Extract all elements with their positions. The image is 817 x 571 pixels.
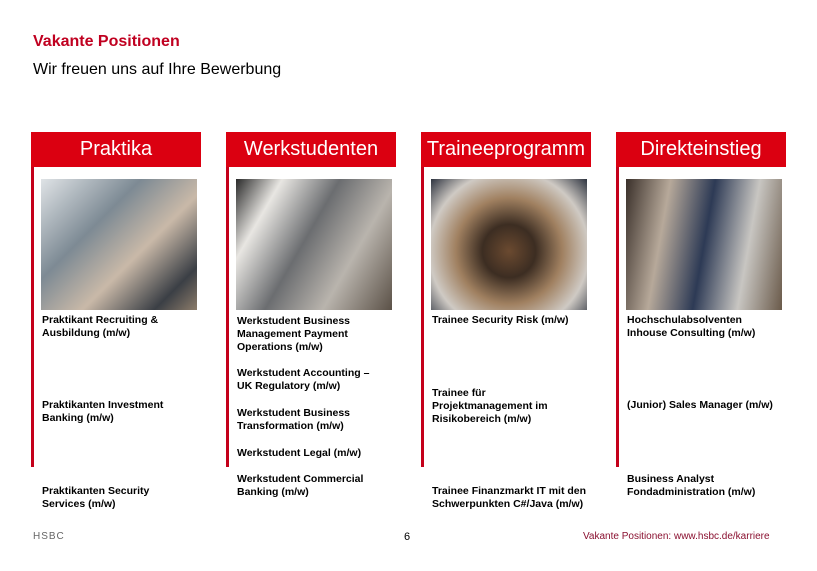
- job-listing[interactable]: Praktikanten Security Services (m/w): [42, 485, 150, 510]
- column-divider: [421, 132, 424, 467]
- column-header: Direkteinstieg: [616, 132, 786, 167]
- column-header: Traineeprogramm: [421, 132, 591, 167]
- column-divider: [616, 132, 619, 467]
- column-header: Werkstudenten: [226, 132, 396, 167]
- page-subtitle: Wir freuen uns auf Ihre Bewerbung: [33, 61, 282, 78]
- footer-brand: HSBC: [33, 531, 65, 542]
- meeting-photo: [626, 179, 782, 310]
- job-listing[interactable]: Business Analyst Fondadministration (m/w): [627, 473, 756, 498]
- careers-link[interactable]: Vakante Positionen: www.hsbc.de/karriere: [583, 531, 770, 542]
- column-header: Praktika: [31, 132, 201, 167]
- job-listing[interactable]: Werkstudent Accounting – UK Regulatory (m/w): [237, 367, 370, 392]
- job-listing[interactable]: Werkstudent Legal (m/w): [237, 447, 362, 459]
- page-number: 6: [404, 531, 411, 543]
- job-listing[interactable]: Trainee Finanzmarkt IT mit den Schwerpunkten C#/Java (m/w): [432, 485, 587, 510]
- fist-bump-photo: [431, 179, 587, 310]
- job-listing[interactable]: Werkstudent Business Management Payment Operations (m/w): [237, 315, 351, 353]
- column-divider: [31, 132, 34, 467]
- job-listing[interactable]: Werkstudent Business Transformation (m/w): [237, 407, 351, 432]
- job-listing[interactable]: Praktikant Recruiting & Ausbildung (m/w): [42, 314, 159, 339]
- job-listing[interactable]: Praktikanten Investment Banking (m/w): [42, 399, 164, 424]
- job-listing[interactable]: Werkstudent Commercial Banking (m/w): [237, 473, 364, 498]
- column-divider: [226, 132, 229, 467]
- handshake-photo: [41, 179, 197, 310]
- job-listing[interactable]: Trainee für Projektmanagement im Risikobereich (m/w): [432, 387, 548, 425]
- job-listing[interactable]: Hochschulabsolventen Inhouse Consulting (m/w): [627, 314, 756, 339]
- job-listing[interactable]: Trainee Security Risk (m/w): [432, 314, 569, 326]
- column-direkteinstieg: [616, 132, 786, 467]
- page-title: Vakante Positionen: [33, 33, 180, 50]
- job-listing[interactable]: (Junior) Sales Manager (m/w): [627, 399, 773, 411]
- office-team-photo: [236, 179, 392, 310]
